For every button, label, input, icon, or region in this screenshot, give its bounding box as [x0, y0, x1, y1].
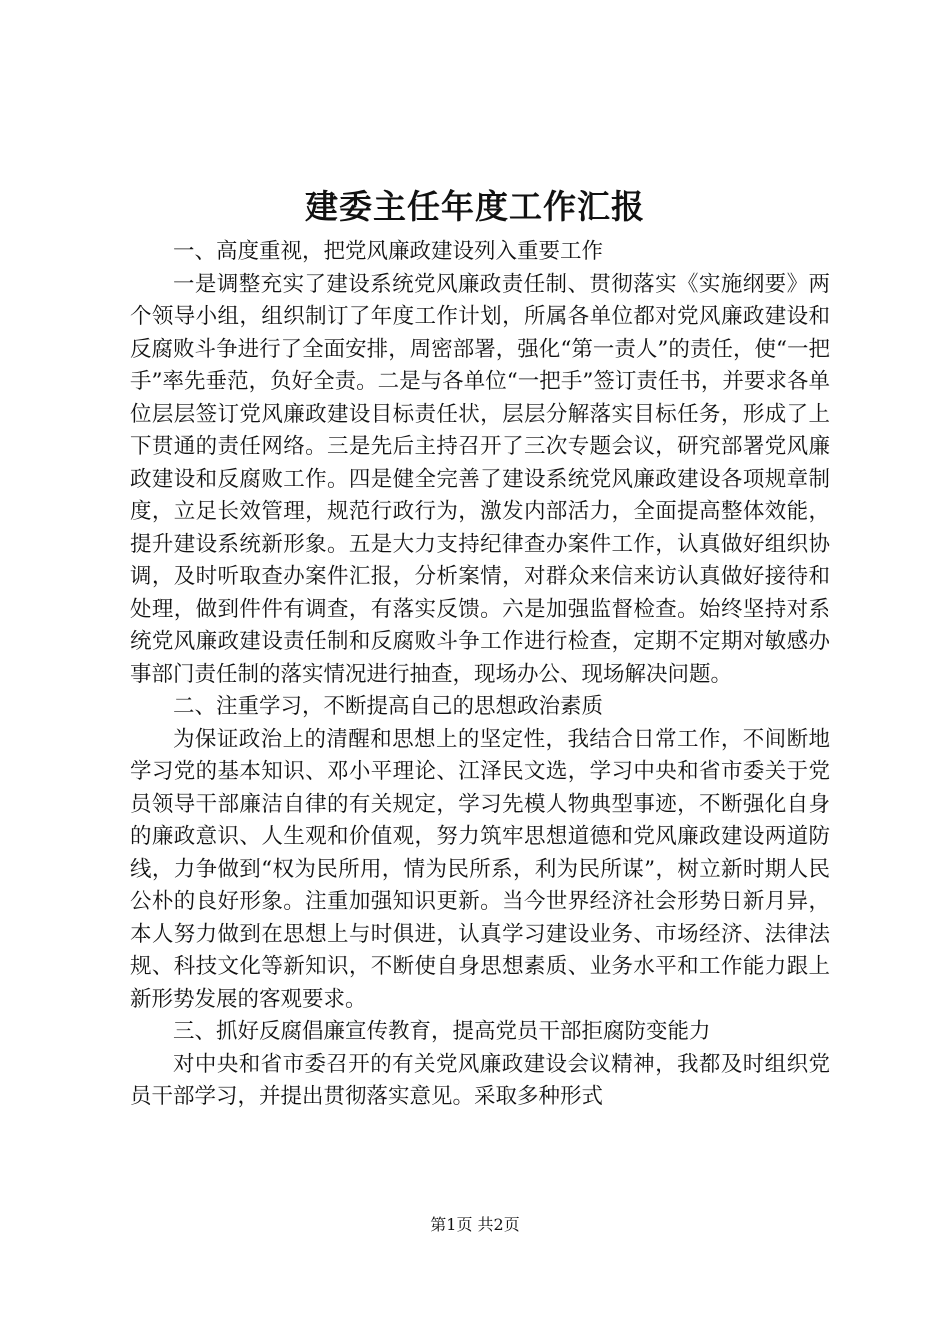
- paragraph-1: 一是调整充实了建设系统党风廉政责任制、贯彻落实《实施纲要》两个领导小组，组织制订了年度工作计划，所属各单位都对党风廉政建设和反腐败斗争进行了全面安排，周密部署，强化“第一责人”的责任，使“一把手”率先垂范，负好全责。二是与各单位“一把手”签订责任书，并要求各单位层层签订党风廉政建设目标责任状，层层分解落实目标任务，形成了上下贯通的责任网络。三是先后主持召开了三次专题会议，研究部署党风廉政建设和反腐败工作。四是健全完善了建设系统党风廉政建设各项规章制度，立足长效管理，规范行政行为，激发内部活力，全面提高整体效能，提升建设系统新形象。五是大力支持纪律查办案件工作，认真做好组织协调，及时听取查办案件汇报，分析案情，对群众来信来访认真做好接待和处理，做到件件有调查，有落实反馈。六是加强监督检查。始终坚持对系统党风廉政建设责任制和反腐败斗争工作进行检查，定期不定期对敏感办事部门责任制的落实情况进行抽查，现场办公、现场解决问题。: [130, 271, 830, 687]
- document-title: 建委主任年度工作汇报: [305, 187, 645, 226]
- page-number-footer: 第1页 共2页: [430, 1215, 520, 1234]
- paragraph-2: 为保证政治上的清醒和思想上的坚定性，我结合日常工作，不间断地学习党的基本知识、邓小平理论、江泽民文选，学习中央和省市委关于党员领导干部廉洁自律的有关规定，学习先模人物典型事迹，不断强化自身的廉政意识、人生观和价值观，努力筑牢思想道德和党风廉政建设两道防线，力争做到“权为民所用，情为民所系，利为民所谋”，树立新时期人民公朴的良好形象。注重加强知识更新。当今世界经济社会形势日新月异，本人努力做到在思想上与时俱进，认真学习建设业务、市场经济、法律法规、科技文化等新知识，不断使自身思想素质、业务水平和工作能力跟上新形势发展的客观要求。: [130, 726, 830, 1012]
- section-heading-3: 三、抓好反腐倡廉宣传教育，提高党员干部拒腐防变能力: [173, 1019, 711, 1044]
- section-heading-1: 一、高度重视，把党风廉政建设列入重要工作: [173, 239, 604, 264]
- document-body: [130, 236, 830, 1114]
- section-heading-2: 二、注重学习，不断提高自己的思想政治素质: [173, 694, 604, 719]
- paragraph-3: 对中央和省市委召开的有关党风廉政建设会议精神，我都及时组织党员干部学习，并提出贯彻落实意见。采取多种形式: [130, 1051, 830, 1109]
